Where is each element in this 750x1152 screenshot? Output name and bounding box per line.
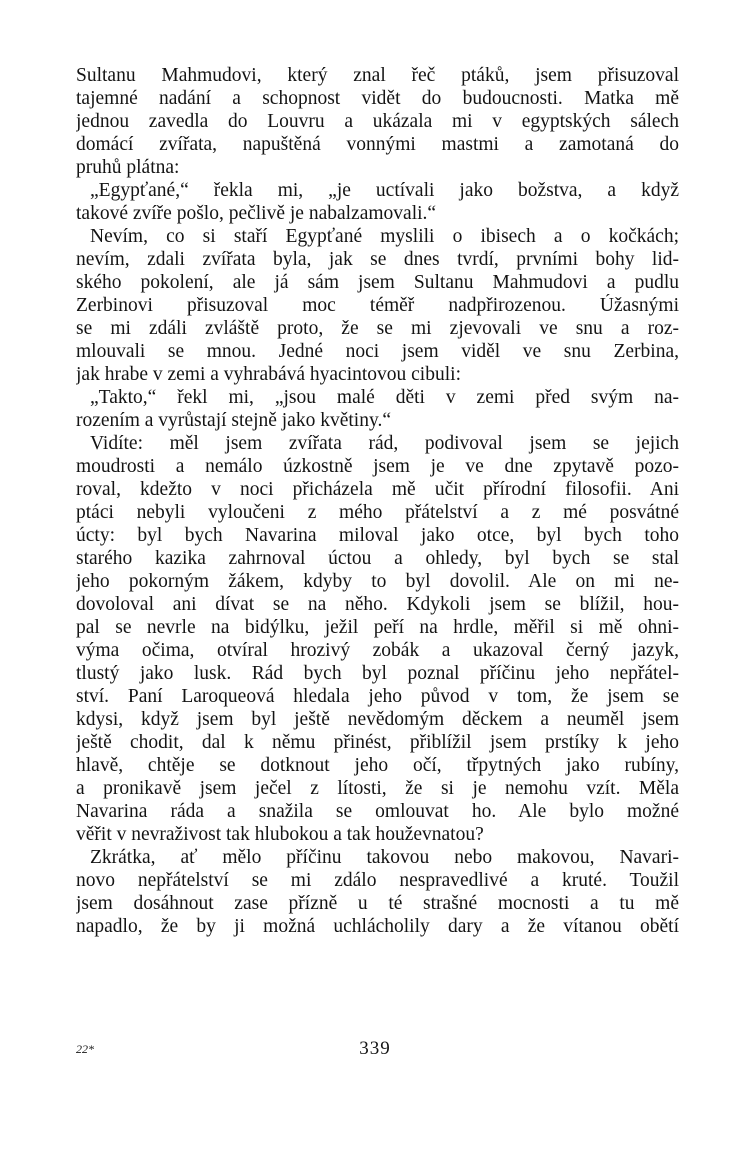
text-line: jednou zavedla do Louvru a ukázala mi v egyptských sálech: [76, 111, 679, 132]
text-line: Nevím, co si staří Egypťané myslili o ibisech a o kočkách;: [90, 226, 679, 247]
text-line: Zerbinovi přisuzoval moc téměř nadpřirozenou. Úžasnými: [76, 295, 679, 316]
text-line: jak hrabe v zemi a vyhrabává hyacintovou cibuli:: [76, 364, 461, 385]
text-line: ptáci nebyli vyloučeni z mého přátelství a z mé posvátné: [76, 502, 679, 523]
text-line: napadlo, že by ji možná uchlácholily dary a že vítanou obětí: [76, 916, 679, 937]
text-line: jsem dosáhnout zase přízně u té strašné mocnosti a tu mě: [76, 893, 679, 914]
page-number: 339: [359, 1038, 391, 1059]
text-line: výma očima, otvíral hrozivý zobák a ukazoval černý jazyk,: [76, 640, 679, 661]
text-line: domácí zvířata, napuštěná vonnými mastmi a zamotaná do: [76, 134, 679, 155]
text-line: hlavě, chtěje se dotknout jeho očí, třpytných jako rubíny,: [76, 755, 679, 776]
text-line: ství. Paní Laroqueová hledala jeho původ v tom, že jsem se: [76, 686, 679, 707]
text-line: kdysi, když jsem byl ještě nevědomým děckem a neuměl jsem: [76, 709, 679, 730]
signature-mark: 22*: [76, 1042, 94, 1056]
text-line: se mi zdáli zvláště proto, že se mi zjevovali ve snu a roz-: [76, 318, 679, 339]
text-line: pruhů plátna:: [76, 157, 180, 178]
text-line: Navarina ráda a snažila se omlouvat ho. Ale bylo možné: [76, 801, 679, 822]
text-line: rozením a vyrůstají stejně jako květiny.“: [76, 410, 391, 431]
text-line: dovoloval ani dívat se na něho. Kdykoli jsem se blížil, hou-: [76, 594, 679, 615]
text-line: Zkrátka, ať mělo příčinu takovou nebo makovou, Navari-: [90, 847, 679, 868]
text-line: a pronikavě jsem ječel z lítosti, že si je nemohu vzít. Měla: [76, 778, 679, 799]
text-line: „Takto,“ řekl mi, „jsou malé děti v zemi před svým na-: [90, 387, 679, 408]
text-line: jeho pokorným žákem, kdyby to byl dovolil. Ale on mi ne-: [76, 571, 679, 592]
text-line: mlouvali se mnou. Jedné noci jsem viděl ve snu Zerbina,: [76, 341, 679, 362]
text-line: věřit v nevraživost tak hlubokou a tak houževnatou?: [76, 824, 484, 845]
text-line: tlustý jako lusk. Rád bych byl poznal příčinu jeho nepřátel-: [76, 663, 679, 684]
text-line: roval, kdežto v noci přicházela mě učit přírodní filosofii. Ani: [76, 479, 679, 500]
text-line: Vidíte: měl jsem zvířata rád, podivoval jsem se jejich: [90, 433, 679, 454]
text-line: tajemné nadání a schopnost vidět do budoucnosti. Matka mě: [76, 88, 679, 109]
text-line: „Egypťané,“ řekla mi, „je uctívali jako božstva, a když: [90, 180, 679, 201]
text-line: takové zvíře pošlo, pečlivě je nabalzamovali.“: [76, 203, 437, 224]
text-line: Sultanu Mahmudovi, který znal řeč ptáků, jsem přisuzoval: [76, 65, 679, 86]
body-text: [76, 64, 679, 938]
text-line: pal se nevrle na bidýlku, ježil peří na hrdle, měřil si mě ohni-: [76, 617, 679, 638]
text-line: nevím, zdali zvířata byla, jak se dnes tvrdí, prvními bohy lid-: [76, 249, 679, 270]
text-line: novo nepřátelství se mi zdálo nespravedlivé a kruté. Toužil: [76, 870, 679, 891]
text-line: ského pokolení, ale já sám jsem Sultanu Mahmudovi a pudlu: [76, 272, 679, 293]
text-line: starého kazika zahrnoval úctou a ohledy, byl bych se stal: [76, 548, 679, 569]
text-line: ještě chodit, dal k němu přinést, přiblížil jsem prstíky k jeho: [76, 732, 679, 753]
page-footer: [0, 1038, 750, 1064]
text-line: moudrosti a nemálo úzkostně jsem je ve dne zpytavě pozo-: [76, 456, 679, 477]
text-line: úcty: byl bych Navarina miloval jako otce, byl bych toho: [76, 525, 679, 546]
